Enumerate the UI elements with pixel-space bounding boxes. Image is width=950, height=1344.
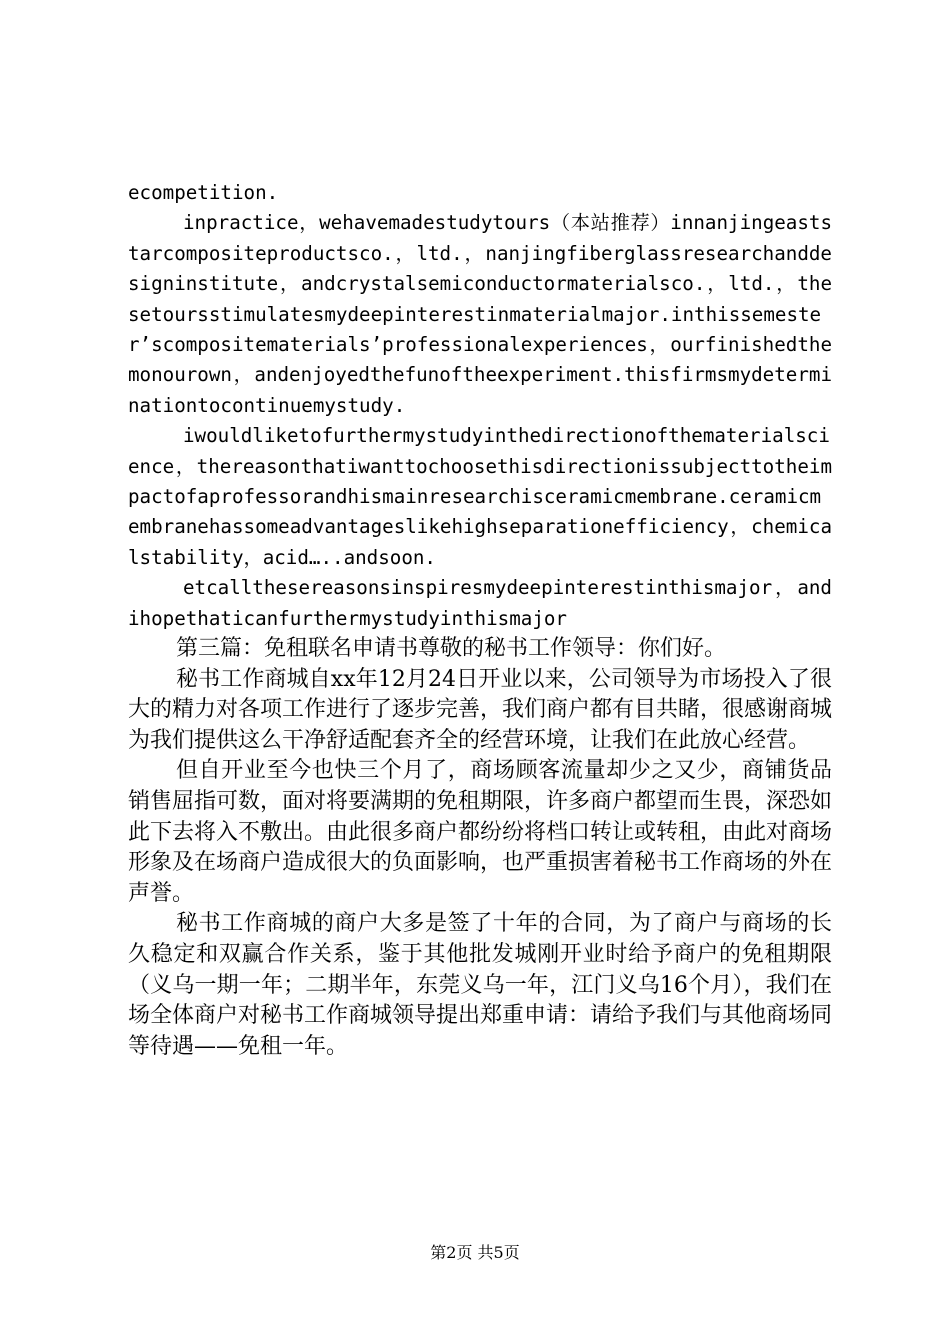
- document-body: [128, 178, 832, 1062]
- paragraph-en-study-tours: inpractice，wehavemadestudytours（本站推荐）innanjingeaststarcompositeproductsco.，ltd.，nanjingfiberglassresearchanddesigninstitute，andcrystalsemiconductormaterialsco.，ltd.，thesetoursstimulatesmydeepinterestinmaterialmajor.inthissemester’scompositematerials’professionalexperiences，ourfinishedthemonourown，andenjoyedthefunoftheexperiment.thisfirmsmydeterminationtocontinuemystudy.: [128, 211, 832, 417]
- paragraph-en-conclusion: etcallthesereasonsinspiresmydeepinterestinthismajor，andihopethaticanfurthermystudyinthismajor: [128, 576, 832, 630]
- page-number-footer: 第2页 共5页: [430, 1243, 520, 1262]
- paragraph-zh-opening: 秘书工作商城自xx年12月24日开业以来，公司领导为市场投入了很大的精力对各项工作进行了逐步完善，我们商户都有目共睹，很感谢商城为我们提供这么干净舒适配套齐全的经营环境，让我们在此放心经营。: [128, 666, 833, 753]
- paragraph-zh-request: 秘书工作商城的商户大多是签了十年的合同，为了商户与商场的长久稳定和双赢合作关系，鉴于其他批发城刚开业时给予商户的免租期限（义乌一期一年；二期半年，东莞义乌一年，江门义乌16个月），我们在场全体商户对秘书工作商城领导提出郑重申请：请给予我们与其他商场同等待遇——免租一年。: [128, 911, 833, 1059]
- paragraph-en-research-direction: iwouldliketofurthermystudyinthedirectionofthematerialscience，thereasonthatiwanttochoosethisdirectionissubjecttotheimpactofaprofessorandhismainresearchisceramicmembrane.ceramicmembranehassomeadvantageslikehighseparationefficiency，chemicalstability，acid…..andsoon.: [128, 424, 832, 569]
- paragraph-en-continuation: ecompetition.: [128, 181, 279, 204]
- section-heading-zh: 第三篇：免租联名申请书尊敬的秘书工作领导：你们好。: [176, 636, 727, 662]
- paragraph-zh-situation: 但自开业至今也快三个月了，商场顾客流量却少之又少，商铺货品销售屈指可数，面对将要满期的免租期限，许多商户都望而生畏，深恐如此下去将入不敷出。由此很多商户都纷纷将档口转让或转租，由此对商场形象及在场商户造成很大的负面影响，也严重损害着秘书工作商场的外在声誉。: [128, 758, 833, 906]
